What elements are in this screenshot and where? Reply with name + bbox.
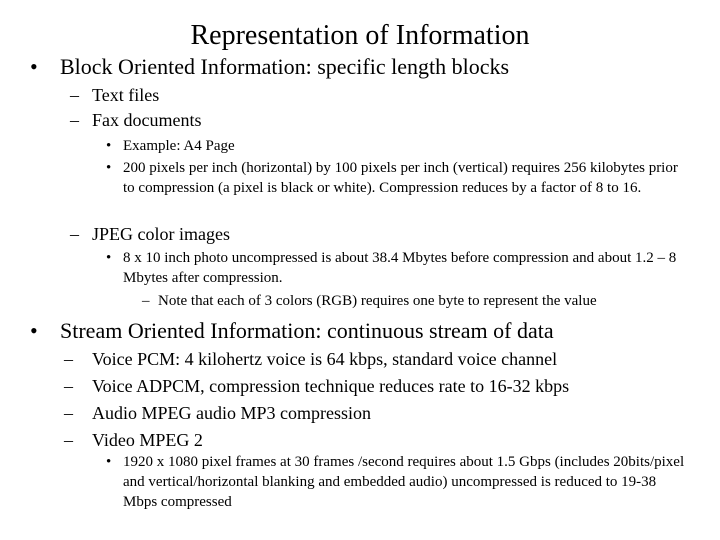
bullet-dash: – xyxy=(64,430,73,450)
video-mpeg-text: Video MPEG 2 xyxy=(92,430,203,450)
audio-mpeg-text: Audio MPEG audio MP3 compression xyxy=(92,403,371,423)
fax-detail-item xyxy=(106,158,690,198)
jpeg-label: JPEG color images xyxy=(92,224,230,244)
jpeg-note-text: Note that each of 3 colors (RGB) requires one byte to represent the value xyxy=(158,293,597,309)
bullet-dash: – xyxy=(142,293,150,309)
bullet-dash: – xyxy=(70,110,79,130)
slide-title: Representation of Information xyxy=(190,20,530,51)
bullet-dash: – xyxy=(64,349,73,369)
voice-adpcm-text: Voice ADPCM, compression technique reduces rate to 16-32 kbps xyxy=(92,376,570,396)
fax-detail-text: 200 pixels per inch (horizontal) by 100 pixels per inch (vertical) requires 256 kilobytes prior to compression (a pixel is black or white). Compression reduces by a factor of 8 to 16. xyxy=(123,160,678,196)
fax-example-item xyxy=(106,136,690,156)
bullet-dot: • xyxy=(106,160,112,176)
video-detail-item xyxy=(106,452,690,512)
video-detail-text: 1920 x 1080 pixel frames at 30 frames /second requires about 1.5 Gbps (includes 20bits/pixel and vertical/horizontal blanking and embedded audio) uncompressed is reduced to 19-38 Mbps compressed xyxy=(123,454,685,510)
bullet-dash: – xyxy=(70,85,79,105)
bullet-dot: • xyxy=(106,250,112,266)
bullet-dot: • xyxy=(106,138,112,154)
stream-oriented-heading: Stream Oriented Information: continuous stream of data xyxy=(60,318,554,343)
bullet-dot: • xyxy=(30,318,38,343)
fax-example-text: Example: A4 Page xyxy=(123,138,235,154)
bullet-dash: – xyxy=(70,224,79,244)
jpeg-detail-item xyxy=(106,248,690,288)
bullet-dot: • xyxy=(106,454,112,470)
text-files-label: Text files xyxy=(92,85,160,105)
voice-pcm-text: Voice PCM: 4 kilohertz voice is 64 kbps, standard voice channel xyxy=(92,349,558,369)
bullet-dash: – xyxy=(64,376,73,396)
block-oriented-heading: Block Oriented Information: specific length blocks xyxy=(60,54,510,79)
fax-documents-label: Fax documents xyxy=(92,110,202,130)
bullet-dot: • xyxy=(30,54,38,79)
bullet-dash: – xyxy=(64,403,73,423)
jpeg-detail-text: 8 x 10 inch photo uncompressed is about 38.4 Mbytes before compression and about 1.2 – 8 Mbytes after compression. xyxy=(123,250,677,286)
